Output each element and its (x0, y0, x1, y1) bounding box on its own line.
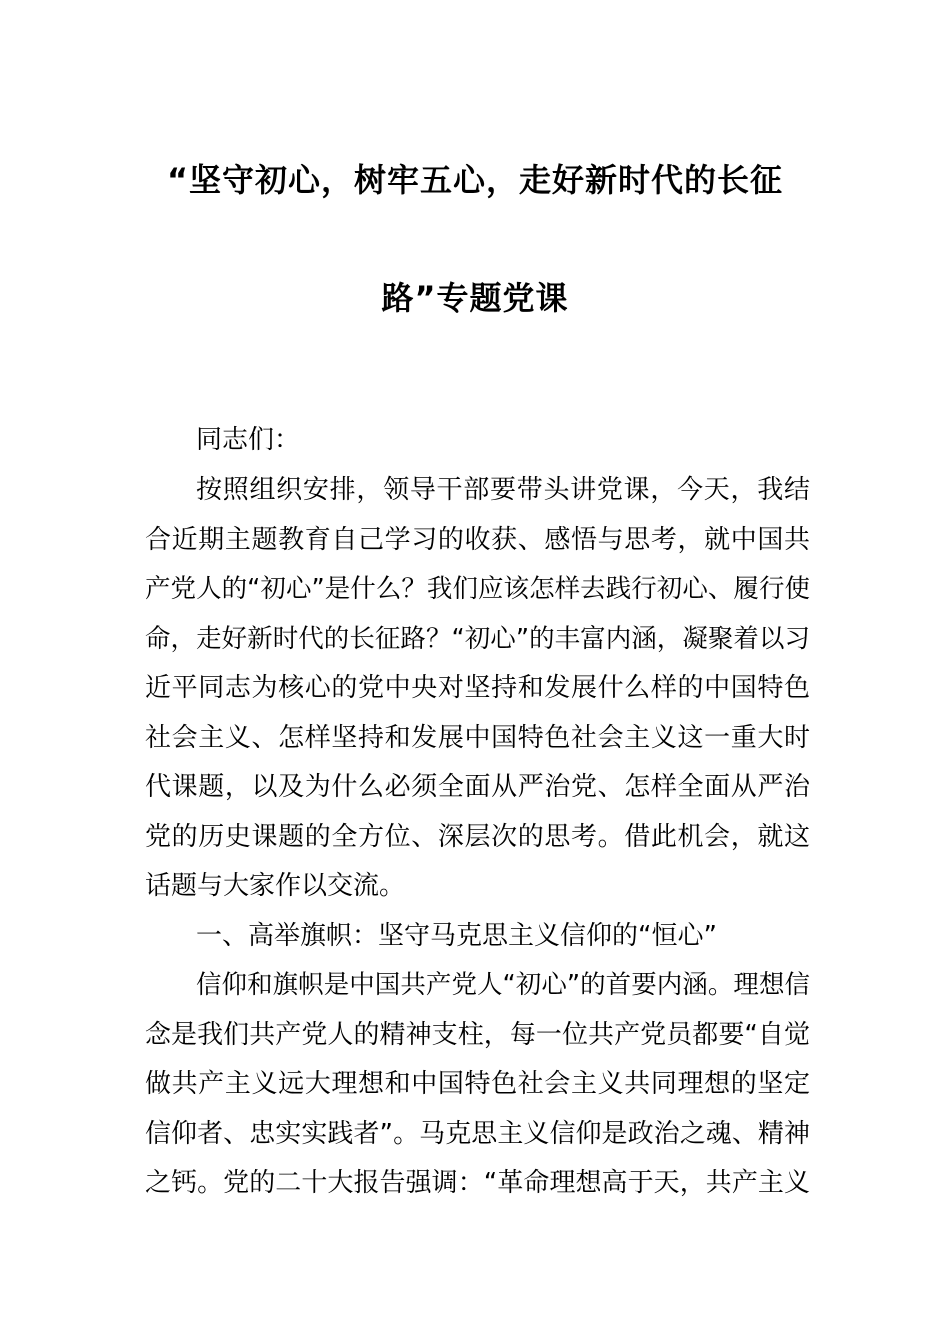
paragraph-line: 代课题，以及为什么必须全面从严治党、怎样全面从严治 (145, 772, 810, 802)
paragraph-line: 党的历史课题的全方位、深层次的思考。借此机会，就这 (145, 822, 810, 852)
paragraph-line: 念是我们共产党人的精神支柱，每一位共产党员都要“自觉 (145, 1020, 810, 1050)
document-title-line-2: 路”专题党课 (381, 279, 569, 317)
salutation: 同志们： (196, 425, 301, 455)
paragraph-line: 之钙。党的二十大报告强调：“革命理想高于天，共产主义 (145, 1168, 810, 1198)
paragraph-line: 合近期主题教育自己学习的收获、感悟与思考，就中国共 (145, 525, 810, 555)
paragraph-line: 近平同志为核心的党中央对坚持和发展什么样的中国特色 (145, 673, 810, 703)
paragraph-line: 社会主义、怎样坚持和发展中国特色社会主义这一重大时 (145, 723, 810, 753)
paragraph-line: 信仰者、忠实实践者”。马克思主义信仰是政治之魂、精神 (145, 1119, 810, 1149)
paragraph-line: 按照组织安排，领导干部要带头讲党课，今天，我结 (196, 475, 810, 505)
document-title-line-1: “坚守初心，树牢五心，走好新时代的长征 (166, 161, 784, 199)
paragraph-line: 产党人的“初心”是什么？我们应该怎样去践行初心、履行使 (145, 574, 810, 604)
paragraph-line: 信仰和旗帜是中国共产党人“初心”的首要内涵。理想信 (196, 970, 810, 1000)
section-heading: 一、高举旗帜：坚守马克思主义信仰的“恒心” (196, 921, 717, 951)
paragraph-line: 命，走好新时代的长征路？“初心”的丰富内涵，凝聚着以习 (145, 624, 810, 654)
paragraph-line: 话题与大家作以交流。 (145, 871, 406, 901)
paragraph-line: 做共产主义远大理想和中国特色社会主义共同理想的坚定 (145, 1069, 810, 1099)
